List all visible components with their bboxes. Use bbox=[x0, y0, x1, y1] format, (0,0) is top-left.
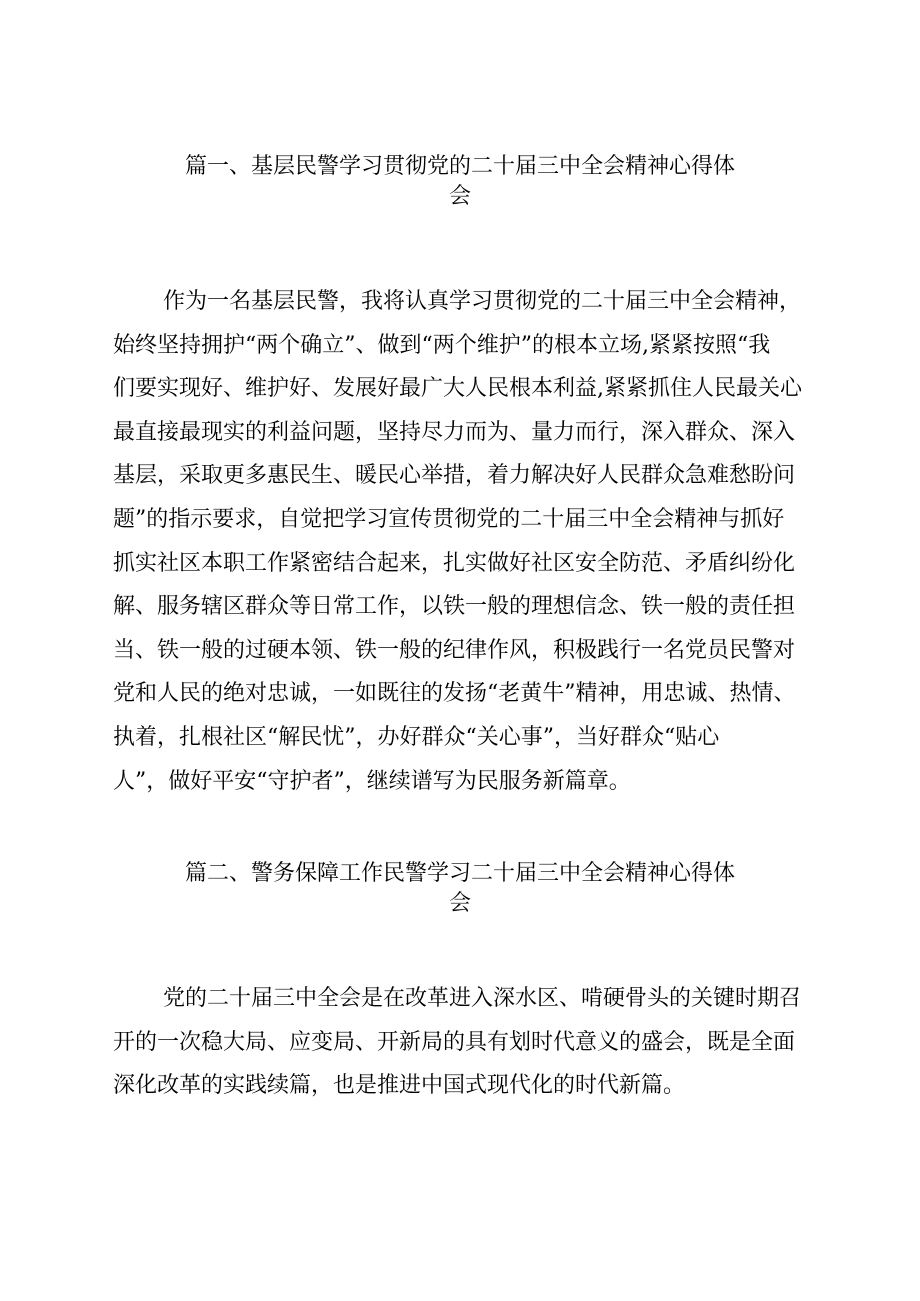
paragraph-line: 执着，扎根社区“解民忧”，办好群众“关心事”，当好群众“贴心 bbox=[113, 724, 720, 750]
paragraph-line: 解、服务辖区群众等日常工作，以铁一般的理想信念、铁一般的责任担 bbox=[113, 594, 796, 620]
section-1-paragraph bbox=[113, 280, 843, 803]
section-2-heading-line-1: 篇二、警务保障工作民警学习二十届三中全会精神心得体 bbox=[184, 861, 735, 886]
section-1-heading-line-1: 篇一、基层民警学习贯彻党的二十届三中全会精神心得体 bbox=[184, 154, 735, 179]
paragraph-line: 抓实社区本职工作紧密结合起来，扎实做好社区安全防范、矛盾纠纷化 bbox=[113, 550, 796, 576]
paragraph-line: 深化改革的实践续篇，也是推进中国式现代化的时代新篇。 bbox=[113, 1073, 686, 1099]
paragraph-line: 当、铁一般的过硬本领、铁一般的纪律作风，积极践行一名党员民警对 bbox=[113, 637, 796, 663]
section-1-heading bbox=[0, 152, 920, 212]
paragraph-line: 作为一名基层民警，我将认真学习贯彻党的二十届三中全会精神， bbox=[163, 289, 802, 314]
section-2-heading bbox=[0, 859, 920, 919]
section-1-heading-line-2: 会 bbox=[448, 184, 471, 209]
paragraph-line: 党和人民的绝对忠诚，一如既往的发扬“老黄牛”精神，用忠诚、热情、 bbox=[113, 681, 796, 707]
paragraph-line: 基层，采取更多惠民生、暖民心举措，着力解决好人民群众急难愁盼问 bbox=[113, 463, 796, 489]
paragraph-line: 最直接最现实的利益问题，坚持尽力而为、量力而行，深入群众、深入 bbox=[113, 419, 796, 445]
section-2-heading-line-2: 会 bbox=[448, 891, 471, 916]
paragraph-line: 题”的指示要求，自觉把学习宣传贯彻党的二十届三中全会精神与抓好 bbox=[113, 506, 785, 532]
paragraph-line: 党的二十届三中全会是在改革进入深水区、啃硬骨头的关键时期召 bbox=[163, 986, 802, 1011]
section-2-paragraph bbox=[113, 977, 843, 1108]
paragraph-line: 始终坚持拥护“两个确立”、做到“两个维护”的根本立场,紧紧按照“我 bbox=[113, 332, 771, 358]
paragraph-line: 们要实现好、维护好、发展好最广大人民根本利益,紧紧抓住人民最关心 bbox=[113, 376, 802, 402]
paragraph-line: 人”，做好平安“守护者”，继续谱写为民服务新篇章。 bbox=[113, 768, 631, 794]
paragraph-line: 开的一次稳大局、应变局、开新局的具有划时代意义的盛会，既是全面 bbox=[113, 1029, 796, 1055]
